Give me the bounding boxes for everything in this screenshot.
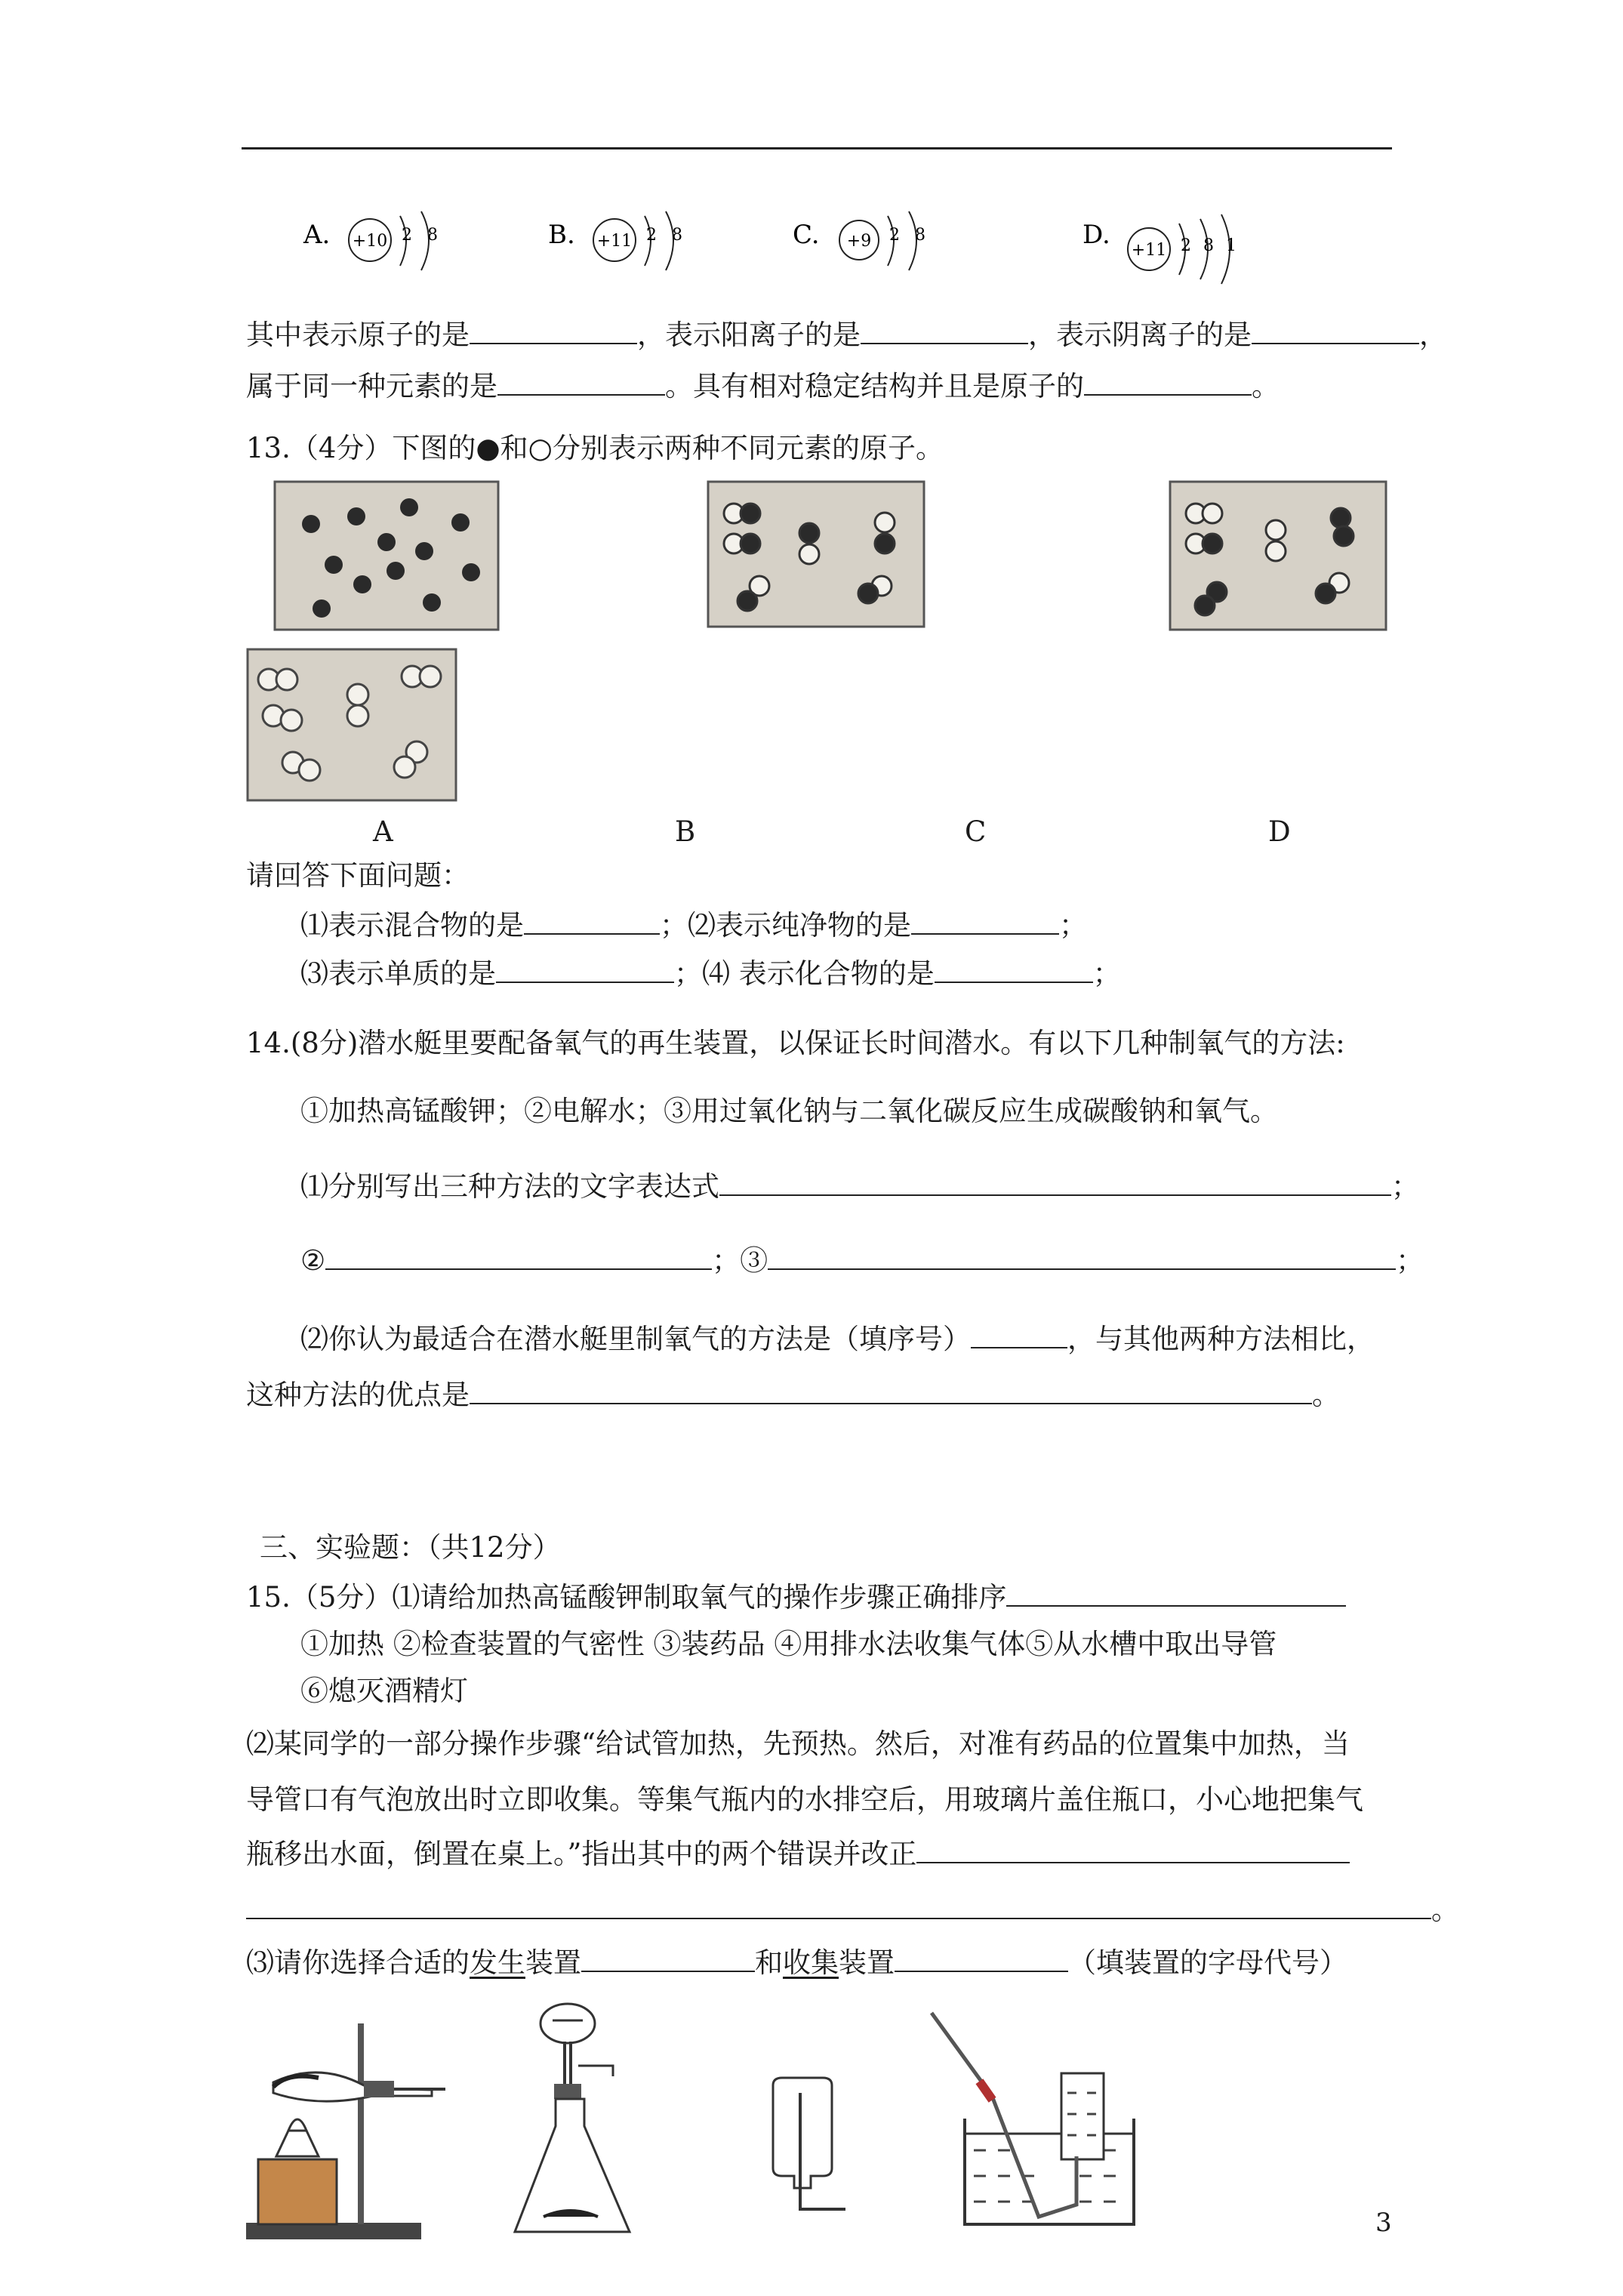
nucleus-charge: +9 xyxy=(846,232,872,251)
atom-diagrams xyxy=(294,196,1306,287)
q15-p3 xyxy=(246,1945,1347,1981)
text: ⑴分别写出三种方法的文字表达式 xyxy=(300,1170,719,1203)
q12-line1 xyxy=(246,317,1447,353)
underlined-text: 发生 xyxy=(470,1946,525,1979)
text: ； xyxy=(1396,1244,1424,1277)
text: ； xyxy=(1059,909,1087,942)
shell-electrons: 8 xyxy=(427,226,438,245)
answer-blank-collector[interactable] xyxy=(895,1945,1068,1972)
apparatus-flask-funnel xyxy=(513,1990,664,2244)
option-letter: C. xyxy=(793,220,820,250)
shell-electrons: 8 xyxy=(1203,236,1214,255)
text: 15.（5分）⑴请给加热高锰酸钾制取氧气的操作步骤正确排序 xyxy=(246,1581,1007,1613)
answer-blank-cation[interactable] xyxy=(861,317,1028,344)
q14-sub1b xyxy=(300,1243,1424,1279)
answer-blank-pure[interactable] xyxy=(911,908,1059,935)
answer-blank-same-element[interactable] xyxy=(497,368,665,396)
text: 。 xyxy=(1312,1379,1340,1411)
text: ⑴表示混合物的是 xyxy=(300,909,524,942)
page-number: 3 xyxy=(1375,2208,1392,2238)
text: ② xyxy=(300,1244,326,1277)
answer-blank-errors[interactable] xyxy=(916,1836,1350,1863)
atom-option-a xyxy=(303,211,438,270)
text: ； xyxy=(1391,1170,1419,1203)
answer-blank-generator[interactable] xyxy=(581,1945,755,1972)
box-label-b: B xyxy=(675,815,696,848)
option-letter: D. xyxy=(1083,220,1110,250)
nucleus-charge: +11 xyxy=(596,232,633,251)
q13-title: 13.（4分）下图的●和○分别表示两种不同元素的原子。 xyxy=(246,432,944,464)
q15-steps2: ⑥熄灭酒精灯 xyxy=(300,1675,468,1707)
box-label-a: A xyxy=(373,815,393,848)
q15-p2-line4 xyxy=(246,1892,1459,1928)
q13-line2 xyxy=(300,956,1121,992)
answer-blank-element[interactable] xyxy=(496,956,674,983)
text: ，表示阳离子的是 xyxy=(637,319,861,351)
answer-blank-equation-3[interactable] xyxy=(768,1243,1396,1270)
text: ，表示阴离子的是 xyxy=(1028,319,1252,351)
text: （填装置的字母代号） xyxy=(1068,1946,1347,1979)
text: 和 xyxy=(755,1946,783,1979)
answer-blank-advantage[interactable] xyxy=(470,1377,1312,1404)
text: 其中表示原子的是 xyxy=(246,319,470,351)
text: ；⑷ 表示化合物的是 xyxy=(674,957,935,990)
box-label-d: D xyxy=(1268,815,1291,848)
answer-blank-equation-2[interactable] xyxy=(325,1243,712,1270)
answer-blank-atom[interactable] xyxy=(470,317,637,344)
q15-p2-line3 xyxy=(246,1836,1350,1872)
shell-electrons: 8 xyxy=(915,226,925,245)
underlined-text: 收集 xyxy=(783,1946,839,1979)
answer-blank-best-method[interactable] xyxy=(971,1321,1067,1348)
apparatus-heating-tube xyxy=(243,2017,447,2244)
section-3-heading: 三、实验题：（共12分） xyxy=(260,1531,561,1564)
text: ， xyxy=(1419,319,1447,351)
q14-sub1 xyxy=(300,1169,1419,1205)
particle-box-b xyxy=(707,480,925,628)
atom-option-b xyxy=(548,211,682,270)
q14-title: 14.(8分)潜水艇里要配备氧气的再生装置，以保证长时间潜水。有以下几种制氧气的方法: xyxy=(246,1027,1345,1059)
nucleus-charge: +10 xyxy=(352,232,388,251)
option-letter: A. xyxy=(303,220,331,250)
shell-electrons: 2 xyxy=(646,226,657,245)
particle-box-a xyxy=(273,480,500,631)
answer-blank-order[interactable] xyxy=(1006,1579,1346,1607)
answer-blank-equation-1[interactable] xyxy=(719,1169,1391,1196)
q14-sub2b xyxy=(246,1377,1340,1413)
answer-blank-errors-cont[interactable] xyxy=(246,1892,1431,1919)
atom-option-c xyxy=(793,211,925,270)
shell-electrons: 8 xyxy=(672,226,682,245)
text: ，与其他两种方法相比， xyxy=(1067,1323,1375,1355)
nucleus-charge: +11 xyxy=(1131,241,1167,260)
q15-p2-line2: 导管口有气泡放出时立即收集。等集气瓶内的水排空后，用玻璃片盖住瓶口，小心地把集气 xyxy=(246,1783,1363,1816)
option-letter: B. xyxy=(548,220,575,250)
text: ⑶表示单质的是 xyxy=(300,957,496,990)
answer-blank-stable-atom[interactable] xyxy=(1084,368,1252,396)
q14-methods: ①加热高锰酸钾；②电解水；③用过氧化钠与二氧化碳反应生成碳酸钠和氧气。 xyxy=(300,1095,1278,1127)
shell-electrons: 2 xyxy=(402,226,412,245)
text: ⑵你认为最适合在潜水艇里制氧气的方法是（填序号） xyxy=(300,1323,971,1355)
answer-blank-mixture[interactable] xyxy=(524,908,660,935)
atom-option-d xyxy=(1083,214,1236,284)
text: 。 xyxy=(1252,370,1280,402)
q14-sub2 xyxy=(300,1321,1375,1358)
text: 这种方法的优点是 xyxy=(246,1379,470,1411)
text: ⑶请你选择合适的 xyxy=(246,1946,470,1979)
header-rule xyxy=(242,147,1392,149)
apparatus-water-trough xyxy=(929,2008,1155,2235)
text: 装置 xyxy=(525,1946,581,1979)
q12-line2 xyxy=(246,368,1280,405)
box-label-c: C xyxy=(965,815,987,848)
q15-title xyxy=(246,1579,1346,1616)
answer-blank-anion[interactable] xyxy=(1252,317,1419,344)
text: ； xyxy=(1092,957,1121,990)
text: 瓶移出水面，倒置在桌上。”指出其中的两个错误并改正 xyxy=(246,1838,917,1870)
apparatus-gas-bottle xyxy=(762,2075,845,2218)
shell-electrons: 2 xyxy=(889,226,900,245)
shell-electrons: 2 xyxy=(1181,236,1191,255)
text: 。 xyxy=(1431,1894,1459,1926)
text: 装置 xyxy=(839,1946,895,1979)
text: 。具有相对稳定结构并且是原子的 xyxy=(665,370,1084,402)
q15-p2-line1: ⑵某同学的一部分操作步骤“给试管加热，先预热。然后，对准有药品的位置集中加热，当 xyxy=(246,1727,1350,1760)
q15-steps1: ①加热 ②检查装置的气密性 ③装药品 ④用排水法收集气体⑤从水槽中取出导管 xyxy=(300,1628,1277,1660)
text: ；⑵表示纯净物的是 xyxy=(660,909,911,942)
q13-line1 xyxy=(300,908,1087,944)
particle-box-c xyxy=(1169,480,1387,631)
text: 属于同一种元素的是 xyxy=(246,370,497,402)
answer-blank-compound[interactable] xyxy=(935,956,1093,983)
text: ；③ xyxy=(712,1244,768,1277)
shell-electrons: 1 xyxy=(1226,236,1236,255)
q13-prompt: 请回答下面问题： xyxy=(246,859,470,892)
particle-box-d xyxy=(246,648,457,802)
